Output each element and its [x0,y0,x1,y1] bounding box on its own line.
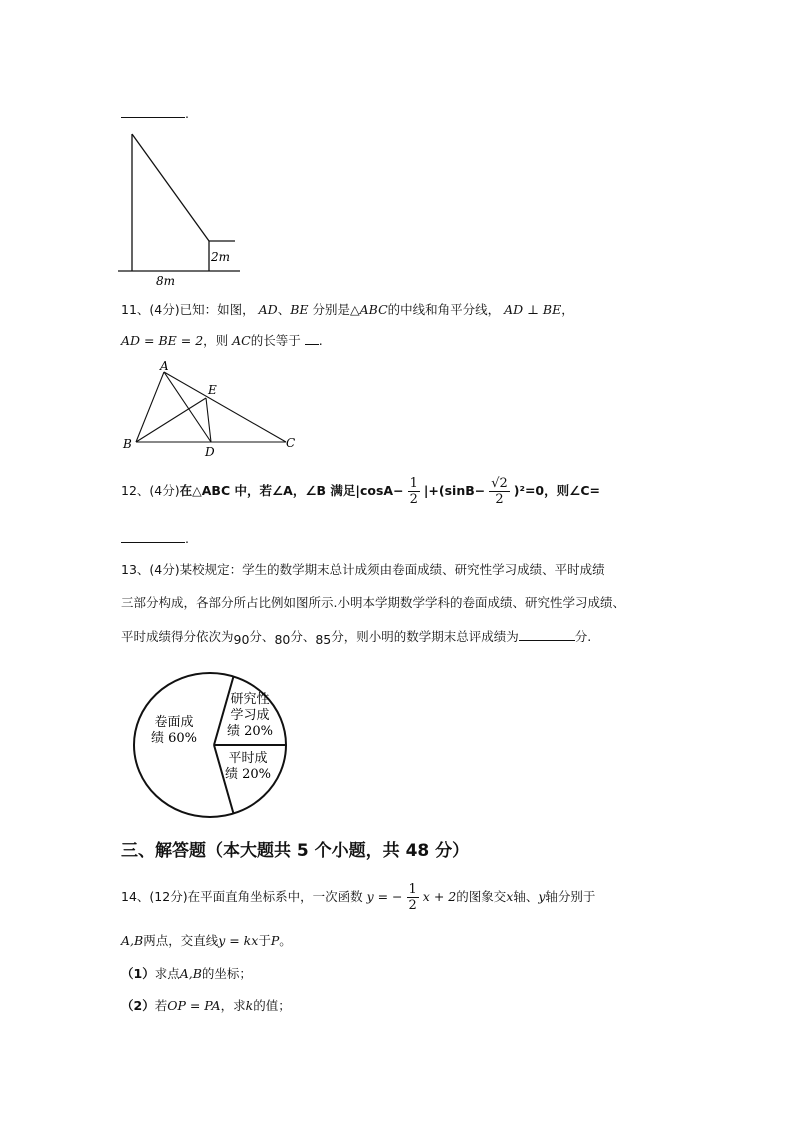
point-c-label: C [286,436,296,450]
pie-label-1-2: 绩 20% [226,724,274,739]
fraction-one-half-q14: $\frac{1}{2}$ [408,882,417,913]
question-11-line1: 11、(4分)已知：如图， AD、BE 分别是△ABC的中线和角平分线， AD ⊥ BE， [121,302,574,317]
question-14-line2: A,B两点，交直线y = kx于P。 [121,933,292,948]
question-12-line1: 12、(4分)在△ABC 中，若∠A，∠B 满足|cosA− $\frac{1}{2}$ |+(sinB− $\frac{√2}{2}$ )²=0，则∠C= [121,476,600,507]
question-14-sub1: （1）求点A,B的坐标； [121,966,252,981]
question-13-line1: 13、(4分)某校规定：学生的数学期末总计成须由卷面成绩、研究性学习成绩、平时成绩 [121,562,605,577]
pie-chart [128,670,294,820]
question-11-line2: AD = BE = 2，则 AC的长等于 . [121,333,323,348]
label-base: 8m [156,274,176,288]
question-13-line3: 平时成绩得分依次为90分、80分、85分，则小明的数学期末总评成绩为 分. [121,629,592,647]
label-height: 2m [211,250,231,264]
figure-q10 [118,128,248,288]
pie-label-2-0: 平时成 [228,751,268,766]
section-heading: 三、解答题（本大题共 5 个小题，共 48 分） [121,841,470,861]
pie-label-0-1: 绩 60% [150,731,198,746]
point-a-label: A [160,359,169,373]
rope-line [132,134,209,241]
question-14-line1: 14、(12分)在平面直角坐标系中，一次函数 y = − $\frac{1}{2}$ x + 2的图象交x轴、y轴分别于 [121,882,596,913]
point-e-label: E [208,383,217,397]
point-b-label: B [123,437,132,451]
fraction-one-half: $\frac{1}{2}$ [409,476,418,507]
answer-blank-q12: . [121,530,189,547]
figure-q11 [118,358,308,458]
pie-label-0-0: 卷面成 [154,715,194,730]
point-d-label: D [205,445,215,458]
answer-blank-q10: . [121,105,189,122]
pie-label-1-1: 学习成 [230,708,270,723]
pie-label-1-0: 研究性 [230,692,270,707]
question-14-sub2: （2）若OP = PA，求k的值； [121,998,291,1013]
pie-label-2-1: 绩 20% [224,767,272,782]
question-13-line2: 三部分构成，各部分所占比例如图所示.小明本学期数学学科的卷面成绩、研究性学习成绩、 [121,595,625,610]
fraction-root2-over-2: $\frac{√2}{2}$ [491,476,508,507]
